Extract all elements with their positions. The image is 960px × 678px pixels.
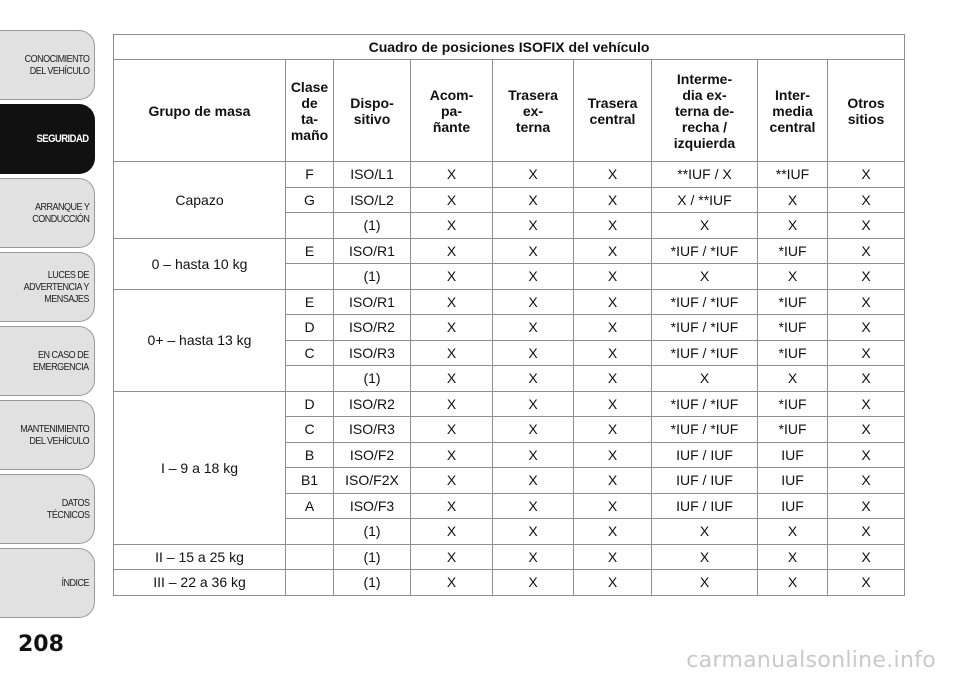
table-cell	[286, 570, 334, 596]
table-cell: X	[411, 238, 493, 264]
table-cell: ISO/F2	[334, 442, 411, 468]
sidebar-tab-label: EN CASO DE EMERGENCIA	[33, 349, 89, 373]
table-cell: X	[828, 213, 905, 239]
table-cell: IUF / IUF	[652, 493, 758, 519]
column-header: Otros sitios	[828, 60, 905, 162]
table-cell: *IUF	[758, 391, 828, 417]
table-cell: X	[828, 570, 905, 596]
table-cell: X	[411, 493, 493, 519]
table-title: Cuadro de posiciones ISOFIX del vehículo	[114, 35, 905, 60]
table-cell: X	[574, 570, 652, 596]
isofix-positions-table	[113, 34, 905, 596]
table-cell: X	[758, 187, 828, 213]
table-cell: X	[758, 570, 828, 596]
table-cell: X	[574, 162, 652, 188]
table-cell: X	[828, 493, 905, 519]
column-header: Interme- dia ex- terna de- recha / izquierda	[652, 60, 758, 162]
table-cell: X	[411, 213, 493, 239]
table-header-row	[114, 60, 905, 162]
table-cell: X	[493, 417, 574, 443]
table-cell: X	[411, 468, 493, 494]
table-cell: ISO/R3	[334, 340, 411, 366]
table-cell: (1)	[334, 544, 411, 570]
table-cell: A	[286, 493, 334, 519]
table-cell: **IUF	[758, 162, 828, 188]
table-cell: X	[574, 238, 652, 264]
table-cell: D	[286, 391, 334, 417]
table-cell: X	[652, 264, 758, 290]
table-cell: *IUF / *IUF	[652, 238, 758, 264]
table-cell: *IUF	[758, 417, 828, 443]
table-cell: X	[828, 187, 905, 213]
table-cell: X	[828, 442, 905, 468]
table-cell: (1)	[334, 264, 411, 290]
table-cell: X	[574, 417, 652, 443]
column-header: Inter- media central	[758, 60, 828, 162]
column-header: Trasera central	[574, 60, 652, 162]
table-cell: *IUF / *IUF	[652, 391, 758, 417]
table-cell: *IUF / *IUF	[652, 289, 758, 315]
table-cell: *IUF / *IUF	[652, 340, 758, 366]
table-cell: X	[574, 442, 652, 468]
mass-group-cell: 0 – hasta 10 kg	[114, 238, 286, 289]
column-header: Trasera ex- terna	[493, 60, 574, 162]
table-cell: **IUF / X	[652, 162, 758, 188]
sidebar-tab[interactable]	[0, 178, 95, 248]
column-header: Clase de ta- maño	[286, 60, 334, 162]
table-cell: X	[574, 213, 652, 239]
sidebar-tab[interactable]	[0, 548, 95, 618]
table-cell: X	[758, 213, 828, 239]
table-cell: X	[828, 340, 905, 366]
table-cell: *IUF	[758, 289, 828, 315]
table-cell: X	[493, 366, 574, 392]
table-cell: X	[493, 519, 574, 545]
table-cell: X	[493, 468, 574, 494]
sidebar-tab[interactable]	[0, 252, 95, 322]
table-cell: IUF / IUF	[652, 468, 758, 494]
table-cell: X	[411, 264, 493, 290]
table-cell: F	[286, 162, 334, 188]
table-cell: X	[574, 519, 652, 545]
table-cell: X / **IUF	[652, 187, 758, 213]
table-cell: X	[493, 570, 574, 596]
mass-group-cell: III – 22 a 36 kg	[114, 570, 286, 596]
table-cell	[286, 264, 334, 290]
table-cell: X	[411, 162, 493, 188]
table-cell: X	[493, 264, 574, 290]
sidebar-tab-label: LUCES DE ADVERTENCIA Y MENSAJES	[23, 269, 89, 305]
table-cell: IUF / IUF	[652, 442, 758, 468]
mass-group-cell: Capazo	[114, 162, 286, 239]
sidebar-tab[interactable]	[0, 326, 95, 396]
table-cell: X	[574, 315, 652, 341]
table-cell: *IUF	[758, 315, 828, 341]
table-cell: ISO/F2X	[334, 468, 411, 494]
page-number: 208	[18, 632, 64, 657]
table-cell: X	[758, 264, 828, 290]
table-cell: X	[652, 519, 758, 545]
table-cell: X	[828, 162, 905, 188]
table-cell: (1)	[334, 570, 411, 596]
table-cell: X	[493, 162, 574, 188]
table-cell: X	[574, 264, 652, 290]
table-cell: X	[493, 391, 574, 417]
table-cell: B1	[286, 468, 334, 494]
sidebar-tab-label: CONOCIMIENTO DEL VEHÍCULO	[24, 53, 89, 77]
table-cell	[286, 519, 334, 545]
table-cell: X	[828, 238, 905, 264]
table-cell: X	[828, 519, 905, 545]
table-cell: X	[411, 289, 493, 315]
table-cell: X	[493, 187, 574, 213]
table-cell: X	[411, 544, 493, 570]
table-cell: (1)	[334, 213, 411, 239]
mass-group-cell: 0+ – hasta 13 kg	[114, 289, 286, 391]
table-cell: X	[493, 493, 574, 519]
table-row	[114, 544, 905, 570]
sidebar-tab[interactable]	[0, 104, 95, 174]
table-cell: X	[574, 391, 652, 417]
table-cell: X	[411, 391, 493, 417]
table-cell: X	[493, 213, 574, 239]
table-cell: X	[411, 519, 493, 545]
table-cell: X	[828, 544, 905, 570]
table-row	[114, 391, 905, 417]
sidebar-tab-label: DATOS TÉCNICOS	[46, 497, 89, 521]
table-cell: X	[758, 544, 828, 570]
watermark: carmanualsonline.info	[686, 648, 936, 673]
table-cell: X	[411, 187, 493, 213]
table-cell: C	[286, 340, 334, 366]
sidebar-tab-label: ÍNDICE	[61, 577, 89, 589]
table-cell: X	[574, 468, 652, 494]
table-cell: ISO/L1	[334, 162, 411, 188]
table-cell: X	[411, 570, 493, 596]
table-cell	[286, 544, 334, 570]
table-cell: (1)	[334, 366, 411, 392]
table-cell: X	[652, 570, 758, 596]
isofix-table-container	[113, 34, 904, 596]
table-cell: X	[493, 340, 574, 366]
sidebar-tab[interactable]	[0, 400, 95, 470]
table-cell: X	[828, 391, 905, 417]
table-cell: IUF	[758, 442, 828, 468]
table-cell: *IUF	[758, 238, 828, 264]
sidebar-tab[interactable]	[0, 474, 95, 544]
mass-group-cell: II – 15 a 25 kg	[114, 544, 286, 570]
table-cell: ISO/R2	[334, 391, 411, 417]
table-cell: X	[493, 289, 574, 315]
column-header: Grupo de masa	[114, 60, 286, 162]
table-cell: X	[411, 315, 493, 341]
table-cell: X	[828, 289, 905, 315]
table-cell: B	[286, 442, 334, 468]
table-cell: (1)	[334, 519, 411, 545]
table-cell	[286, 213, 334, 239]
table-cell: X	[652, 213, 758, 239]
table-cell: *IUF / *IUF	[652, 315, 758, 341]
table-row	[114, 238, 905, 264]
table-cell: IUF	[758, 468, 828, 494]
table-cell: *IUF	[758, 340, 828, 366]
sidebar-tab[interactable]	[0, 30, 95, 100]
table-cell: X	[493, 315, 574, 341]
table-row	[114, 162, 905, 188]
table-cell: X	[758, 366, 828, 392]
table-cell: E	[286, 238, 334, 264]
sidebar-tab-label: SEGURIDAD	[36, 133, 89, 145]
column-header: Acom- pa- ñante	[411, 60, 493, 162]
table-cell: ISO/R1	[334, 289, 411, 315]
table-cell: X	[828, 264, 905, 290]
table-cell: E	[286, 289, 334, 315]
table-cell: X	[828, 366, 905, 392]
table-cell: ISO/R1	[334, 238, 411, 264]
mass-group-cell: I – 9 a 18 kg	[114, 391, 286, 544]
table-cell: C	[286, 417, 334, 443]
table-cell: X	[828, 417, 905, 443]
table-cell: X	[574, 289, 652, 315]
table-cell: G	[286, 187, 334, 213]
table-cell: X	[574, 187, 652, 213]
table-cell: ISO/R3	[334, 417, 411, 443]
sidebar-tab-label: ARRANQUE Y CONDUCCIÓN	[31, 201, 89, 225]
sidebar-tab-label: MANTENIMIENTO DEL VEHÍCULO	[20, 423, 89, 447]
table-cell: D	[286, 315, 334, 341]
table-cell: X	[574, 544, 652, 570]
table-cell: X	[574, 366, 652, 392]
table-cell: X	[411, 417, 493, 443]
table-body	[114, 162, 905, 596]
table-cell: IUF	[758, 493, 828, 519]
table-cell: X	[411, 442, 493, 468]
table-cell: X	[652, 544, 758, 570]
table-cell: X	[574, 340, 652, 366]
table-cell: X	[493, 442, 574, 468]
table-cell: *IUF / *IUF	[652, 417, 758, 443]
column-header: Dispo- sitivo	[334, 60, 411, 162]
table-row	[114, 289, 905, 315]
table-cell: ISO/F3	[334, 493, 411, 519]
table-cell	[286, 366, 334, 392]
table-cell: ISO/R2	[334, 315, 411, 341]
table-cell: X	[574, 493, 652, 519]
table-cell: X	[758, 519, 828, 545]
table-row	[114, 570, 905, 596]
table-cell: X	[828, 315, 905, 341]
table-cell: X	[411, 340, 493, 366]
table-cell: X	[493, 544, 574, 570]
table-cell: X	[411, 366, 493, 392]
table-cell: X	[652, 366, 758, 392]
table-cell: ISO/L2	[334, 187, 411, 213]
table-cell: X	[828, 468, 905, 494]
table-cell: X	[493, 238, 574, 264]
